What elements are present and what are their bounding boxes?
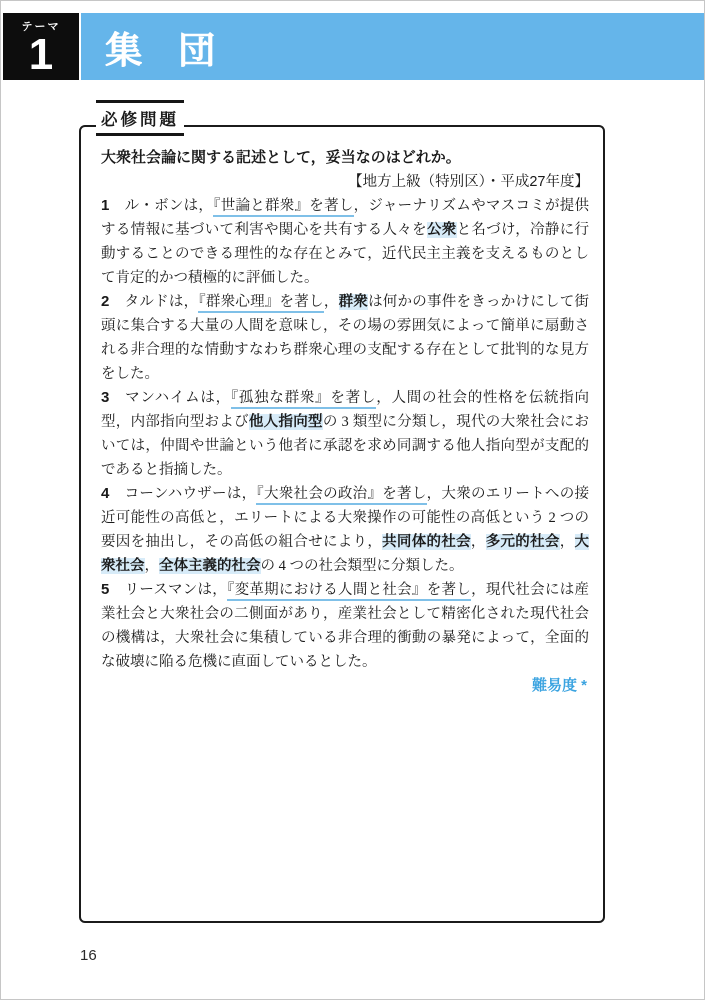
choice-text: は何かの事件をきっかけにして街頭に集合する大量の人間を意味し，その場の雰囲気によって簡単に扇動される非合理的な情動すなわち群衆心理の支配する存在として批判的な見方をした。	[101, 294, 590, 382]
theme-number: 1	[28, 30, 54, 79]
choice-4	[101, 482, 589, 578]
choice-text: ，人間の社会的性格を伝統指向型，内部指向型および	[101, 390, 590, 430]
keyword-highlighted: 共同体的社会	[382, 534, 471, 550]
choice-text: の 3 類型に分類し，現代の大衆社会においては，仲間や世論という他者に承認を求め同調する他人指向型が支配的であると指摘した。	[101, 414, 590, 478]
problem-box-content	[101, 146, 589, 698]
book-title-underlined: 『世論と群衆』を著し	[213, 198, 353, 217]
book-title-underlined: 『孤独な群衆』を著し	[231, 390, 376, 409]
choice-text: リースマンは，	[124, 582, 228, 598]
choice-text: マンハイムは，	[124, 390, 231, 406]
theme-number-box	[3, 13, 79, 80]
chapter-title: 集団	[105, 29, 251, 71]
choice-number: 2	[101, 293, 110, 310]
choice-text: コーンハウザーは，	[124, 486, 257, 502]
keyword-highlighted: 全体主義的社会	[159, 558, 261, 574]
choice-number: 3	[101, 389, 110, 406]
choice-2	[101, 290, 589, 386]
choice-text: ，	[323, 294, 339, 310]
question-prompt: 大衆社会論に関する記述として，妥当なのはどれか。	[101, 149, 461, 166]
choice-text: ，	[559, 534, 575, 550]
choice-number: 1	[101, 197, 110, 214]
keyword-highlighted: 公衆	[426, 222, 457, 238]
choice-text: ル・ボンは，	[124, 198, 214, 214]
choice-text: ，大衆のエリートへの接近可能性の高低と，エリートによる大衆操作の可能性の高低という 2 つの要因を抽出し，その高低の組合せにより，	[101, 486, 589, 550]
theme-label: テーマ	[21, 21, 61, 33]
required-problem-label	[96, 100, 184, 136]
book-title-underlined: 『大衆社会の政治』を著し	[256, 486, 426, 505]
choice-number: 4	[101, 485, 110, 502]
choice-text: タルドは，	[124, 294, 199, 310]
keyword-highlighted: 他人指向型	[248, 414, 323, 430]
choice-text: ，	[144, 558, 159, 574]
required-problem-label-text: 必修問題	[101, 111, 179, 129]
choice-1	[101, 194, 589, 290]
choice-text: ，現代社会には産業社会と大衆社会の二側面があり，産業社会として精密化された現代社会の機構は，大衆社会に集積している非合理的衝動の暴発によって，全面的な破壊に陥る危機に直面しているとした。	[101, 582, 590, 670]
choice-text: ，ジャーナリズムやマスコミが提供する情報に基づいて利害や関心を共有する人々を	[101, 198, 590, 238]
book-title-underlined: 『変革期における人間と社会』を著し	[227, 582, 471, 601]
choice-text: の 4 つの社会類型に分類した。	[260, 558, 464, 574]
choice-text: ，	[470, 534, 486, 550]
page-number: 16	[80, 947, 97, 964]
book-title-underlined: 『群衆心理』を著し	[198, 294, 323, 313]
chapter-banner	[81, 13, 704, 80]
choices	[101, 194, 589, 674]
choice-3	[101, 386, 589, 482]
problem-box	[79, 125, 605, 923]
choice-number: 5	[101, 581, 110, 598]
keyword-highlighted: 大衆社会	[101, 534, 589, 574]
keyword-highlighted: 多元的社会	[485, 534, 560, 550]
difficulty-label: 難易度 *	[531, 677, 587, 694]
keyword-highlighted: 群衆	[338, 294, 369, 310]
question-source: 【地方上級（特別区）・平成27年度】	[348, 174, 589, 190]
choice-text: と名づけ，冷静に行動することのできる理性的な存在とみて，近代民主主義を支えるものとして肯定的かつ積極的に評価した。	[101, 222, 590, 286]
choice-5	[101, 578, 589, 674]
